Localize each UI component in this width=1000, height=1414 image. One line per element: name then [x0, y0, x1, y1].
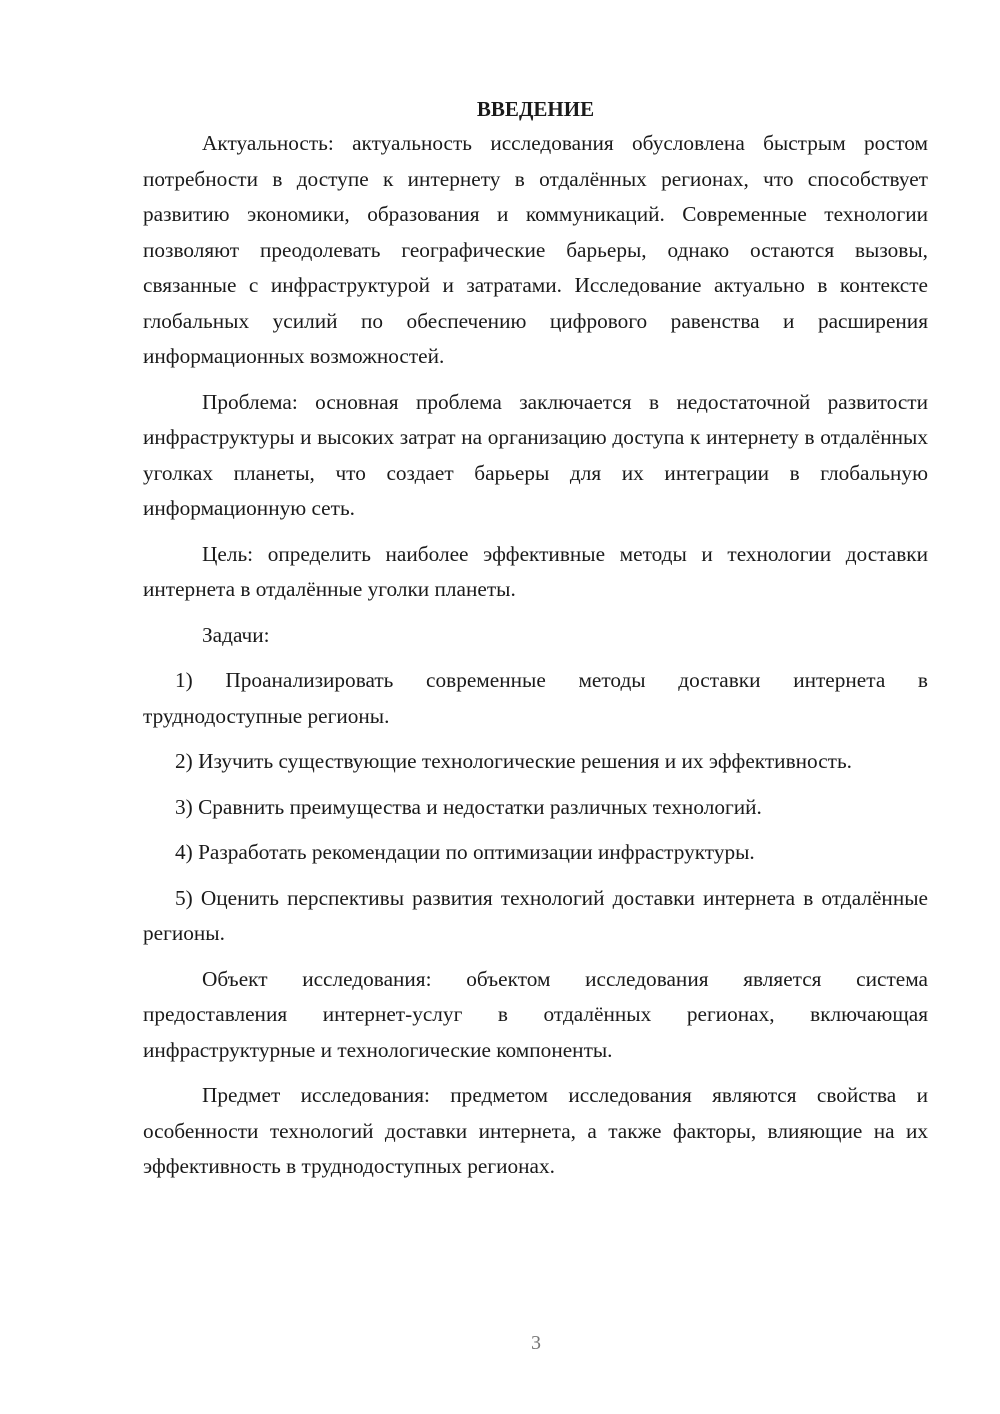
task-item-5: 5) Оценить перспективы развития технологий доставки интернета в отдалённые регионы. — [143, 885, 928, 945]
relevance-paragraph: Актуальность: актуальность исследования обусловлена быстрым ростом потребности в доступе к интернету в отдалённых регионах, что способствует развитию экономики, образования и коммуникаций. Современные технологии позволяют преодолевать географические барьеры, однако остаются вызовы, связанные с инфраструктурой и затратами. Исследование актуально в контексте глобальных усилий по обеспечению цифрового равенства и расширения информационных возможностей. — [143, 131, 928, 368]
task-item-4: 4) Разработать рекомендации по оптимизации инфраструктуры. — [175, 840, 755, 864]
problem-paragraph: Проблема: основная проблема заключается в недостаточной развитости инфраструктуры и высоких затрат на организацию доступа к интернету в отдалённых уголках планеты, что создает барьеры для их интеграции в глобальную информационную сеть. — [143, 389, 928, 520]
task-item-2: 2) Изучить существующие технологические решения и их эффективность. — [175, 749, 852, 773]
page-content — [143, 94, 928, 1195]
tasks-label: Задачи: — [202, 622, 270, 647]
object-paragraph: Объект исследования: объектом исследования является система предоставления интернет-услуг в отдалённых регионах, включающая инфраструктурные и технологические компоненты. — [143, 966, 928, 1062]
subject-paragraph: Предмет исследования: предметом исследования являются свойства и особенности технологий доставки интернета, а также факторы, влияющие на их эффективность в труднодоступных регионах. — [143, 1083, 928, 1178]
goal-paragraph: Цель: определить наиболее эффективные методы и технологии доставки интернета в отдалённые уголки планеты. — [143, 541, 928, 601]
page-number: 3 — [531, 1332, 541, 1354]
task-item-1: 1) Проанализировать современные методы доставки интернета в труднодоступные регионы. — [143, 668, 928, 728]
task-item-3: 3) Сравнить преимущества и недостатки различных технологий. — [175, 794, 762, 819]
section-heading: ВВЕДЕНИЕ — [476, 97, 595, 121]
